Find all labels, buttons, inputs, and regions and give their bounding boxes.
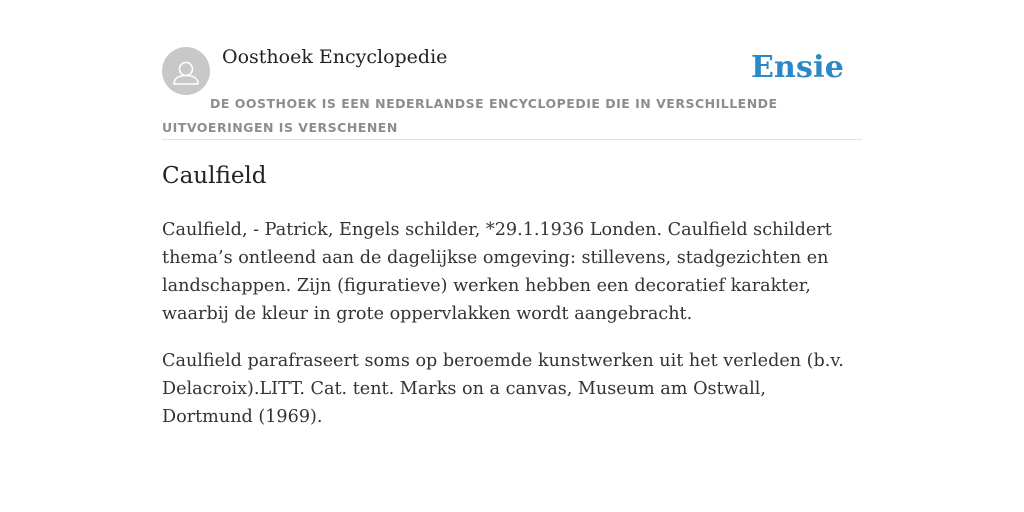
avatar[interactable] <box>162 47 210 95</box>
page-container <box>162 44 862 427</box>
article-title: Caulfield <box>162 163 267 189</box>
source-title[interactable]: Oosthoek Encyclopedie <box>222 46 448 68</box>
article-paragraph: Caulfield parafraseert soms op beroemde kunstwerken uit het verleden (b.v. Delacroix).LITT. Cat. tent. Marks on a canvas, Museum am Ostwall, Dortmund (1969). <box>162 351 844 427</box>
source-header <box>162 44 862 140</box>
article-body <box>162 216 862 450</box>
user-silhouette-icon <box>162 47 210 95</box>
ensie-logo[interactable]: Ensie <box>750 50 844 85</box>
article-paragraph: Caulfield, - Patrick, Engels schilder, *29.1.1936 Londen. Caulfield schildert thema’s ontleend aan de dagelijkse omgeving: stillevens, stadgezichten en landschappen. Zijn (figuratieve) werken hebben een decoratief karakter, waarbij de kleur in grote oppervlakken wordt aangebracht. <box>162 220 832 324</box>
source-description: DE OOSTHOEK IS EEN NEDERLANDSE ENCYCLOPEDIE DIE IN VERSCHILLENDE UITVOERINGEN IS VERSCHENEN <box>162 96 778 135</box>
